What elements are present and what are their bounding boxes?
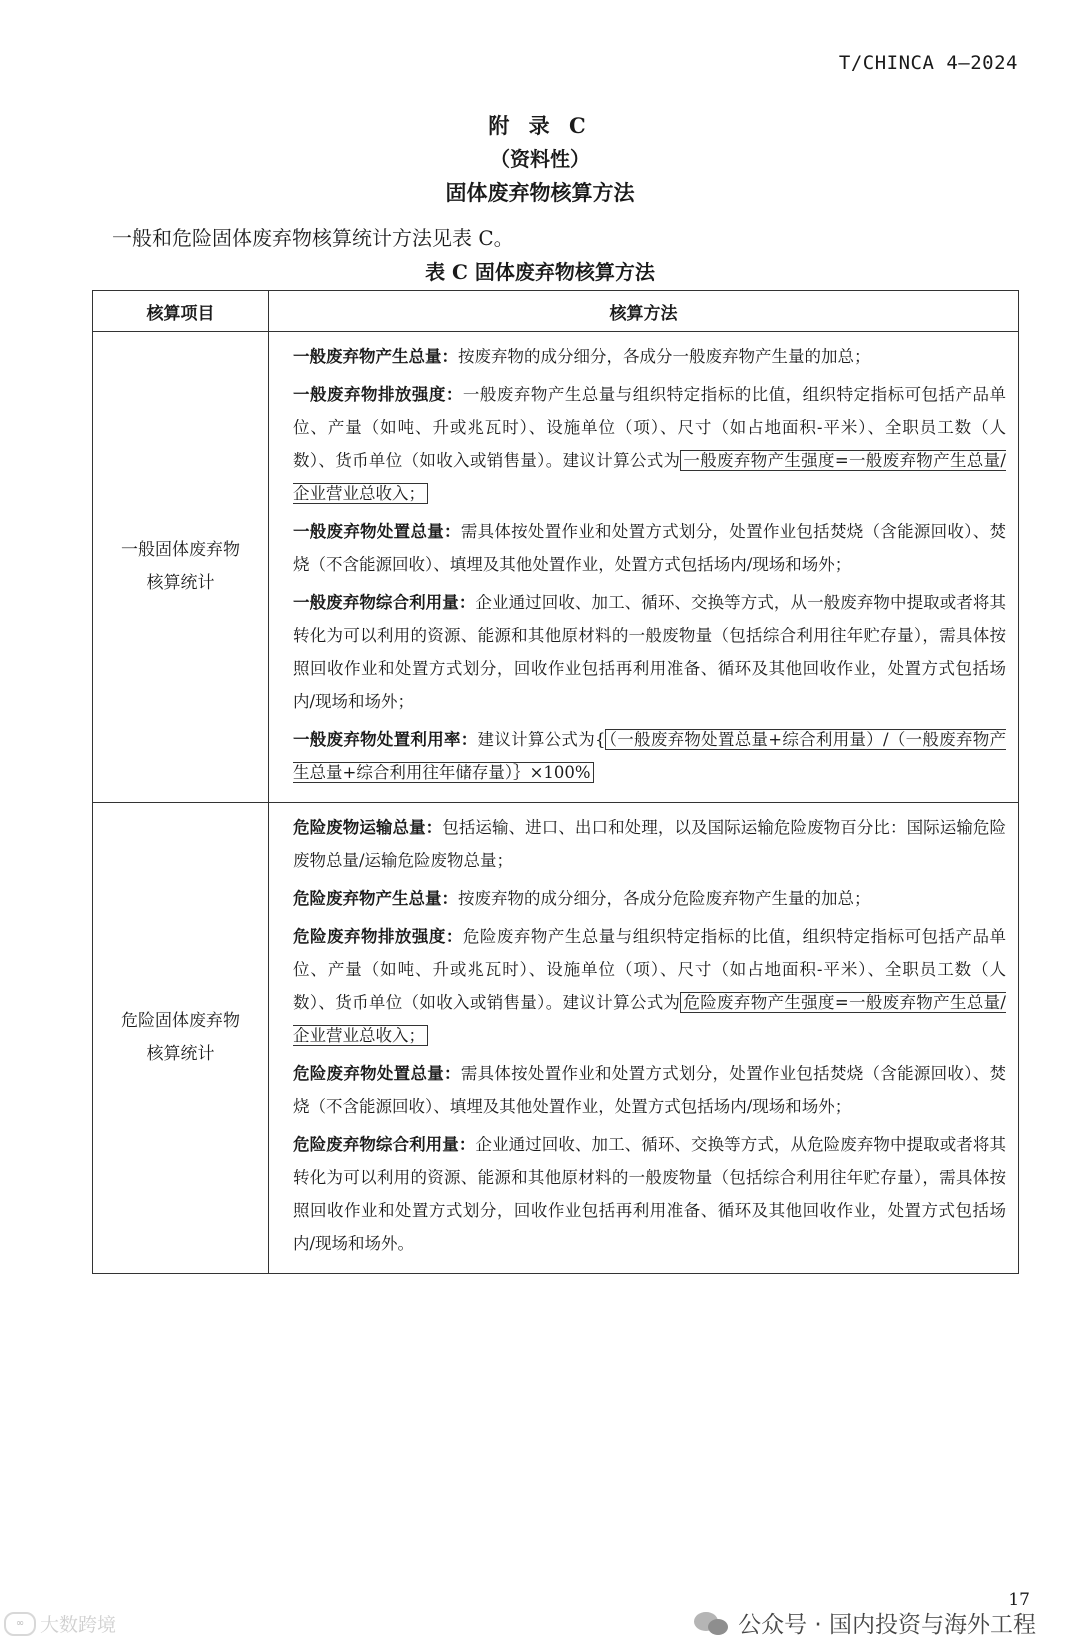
watermark-text: 大数跨境 [40, 1614, 117, 1636]
method-cell [269, 803, 1019, 1274]
entry-text: 危险废弃物产生总量与组织特定指标的比值，组织特定指标可包括产品单位、产量（如吨、升或兆瓦时）、设施单位（项）、尺寸（如占地面积-平米）、全职员工数（人数）、货币单位（如收入或销售量）。建议计算公式为 [293, 927, 1007, 1012]
entry-label: 一般废弃物处置总量： [293, 522, 461, 541]
entry-text: 企业通过回收、加工、循环、交换等方式，从危险废弃物中提取或者将其转化为可以利用的资源、能源和其他原材料的一般废物量（包括综合利用往年贮存量），需具体按照回收作业和处置方式划分，回收作业包括再利用准备、循环及其他回收作业，处置方式包括场内/现场和场外。 [293, 1135, 1007, 1253]
method-entry [293, 1128, 1006, 1260]
entry-label: 一般废弃物排放强度： [293, 385, 463, 404]
watermark-logo-icon: ∞ [4, 1612, 36, 1636]
appendix-subtitle: （资料性） [490, 147, 590, 171]
page-number: 17 [1008, 1590, 1030, 1610]
watermark [4, 1610, 116, 1637]
entry-text: 按废弃物的成分细分，各成分一般废弃物产生量的加总； [458, 347, 871, 366]
table-caption: 表 C 固体废弃物核算方法 [425, 260, 655, 284]
method-entry [293, 811, 1006, 877]
entry-label: 危险废弃物产生总量： [293, 889, 458, 908]
entry-text: 企业通过回收、加工、循环、交换等方式，从一般废弃物中提取或者将其转化为可以利用的资源、能源和其他原材料的一般废物量（包括综合利用往年贮存量），需具体按照回收作业和处置方式划分，回收作业包括再利用准备、循环及其他回收作业，处置方式包括场内/现场和场外； [293, 593, 1007, 711]
entry-text: 按废弃物的成分细分，各成分危险废弃物产生量的加总； [458, 889, 871, 908]
method-entry [293, 515, 1006, 581]
item-label-line2: 核算统计 [146, 573, 215, 593]
entry-label: 一般废弃物处置利用率： [293, 730, 478, 749]
footer-text: 公众号 · 国内投资与海外工程 [738, 1612, 1036, 1638]
item-label-line2: 核算统计 [146, 1044, 215, 1064]
entry-label: 危险废弃物综合利用量： [293, 1135, 476, 1154]
method-entry [293, 586, 1006, 718]
item-label-line1: 一般固体废弃物 [121, 540, 240, 560]
wechat-icon [694, 1610, 730, 1636]
entry-text: 一般废弃物产生总量与组织特定指标的比值，组织特定指标可包括产品单位、产量（如吨、升或兆瓦时）、设施单位（项）、尺寸（如占地面积-平米）、全职员工数（人数）、货币单位（如收入或销售量）。建议计算公式为 [293, 385, 1007, 470]
entry-label: 一般废弃物综合利用量： [293, 593, 476, 612]
table-header-row [93, 291, 1019, 332]
formula-box: 一般废弃物产生强度=一般废弃物产生总量/企业营业总收入； [293, 451, 1006, 503]
formula-box: （一般废弃物处置总量+综合利用量）/（一般废弃物产生总量+综合利用往年储存量）｝×100% [293, 730, 1007, 782]
header-method: 核算方法 [269, 291, 1019, 332]
formula-box: 危险废弃物产生强度=一般废弃物产生总量/企业营业总收入； [293, 993, 1006, 1045]
item-cell [93, 332, 269, 803]
entry-label: 危险废物运输总量： [293, 818, 443, 837]
entry-label: 一般废弃物产生总量： [293, 347, 458, 366]
method-entry [293, 340, 1006, 373]
document-code: T/CHINCA 4—2024 [838, 52, 1018, 74]
item-cell [93, 803, 269, 1274]
entry-text: 建议计算公式为{ [477, 730, 606, 749]
method-entry [293, 882, 1006, 915]
header-item: 核算项目 [93, 291, 269, 332]
table-row [93, 803, 1019, 1274]
table-row [93, 332, 1019, 803]
accounting-methods-table [92, 290, 1019, 1274]
appendix-title: 附 录 C [488, 113, 592, 138]
method-entry [293, 723, 1006, 789]
entry-label: 危险废弃物排放强度： [293, 927, 463, 946]
method-entry [293, 1057, 1006, 1123]
item-label-line1: 危险固体废弃物 [121, 1011, 240, 1031]
intro-paragraph: 一般和危险固体废弃物核算统计方法见表 C。 [112, 226, 514, 250]
method-entry [293, 378, 1006, 510]
footer-attribution [694, 1606, 1036, 1639]
entry-text: 包括运输、进口、出口和处理，以及国际运输危险废物百分比：国际运输危险废物总量/运输危险废物总量； [293, 818, 1007, 870]
method-entry [293, 920, 1006, 1052]
method-cell [269, 332, 1019, 803]
entry-text: 需具体按处置作业和处置方式划分，处置作业包括焚烧（含能源回收）、焚烧（不含能源回收）、填埋及其他处置作业，处置方式包括场内/现场和场外； [293, 522, 1007, 574]
appendix-heading: 固体废弃物核算方法 [445, 180, 635, 205]
entry-text: 需具体按处置作业和处置方式划分，处置作业包括焚烧（含能源回收）、焚烧（不含能源回收）、填埋及其他处置作业，处置方式包括场内/现场和场外； [293, 1064, 1007, 1116]
entry-label: 危险废弃物处置总量： [293, 1064, 461, 1083]
